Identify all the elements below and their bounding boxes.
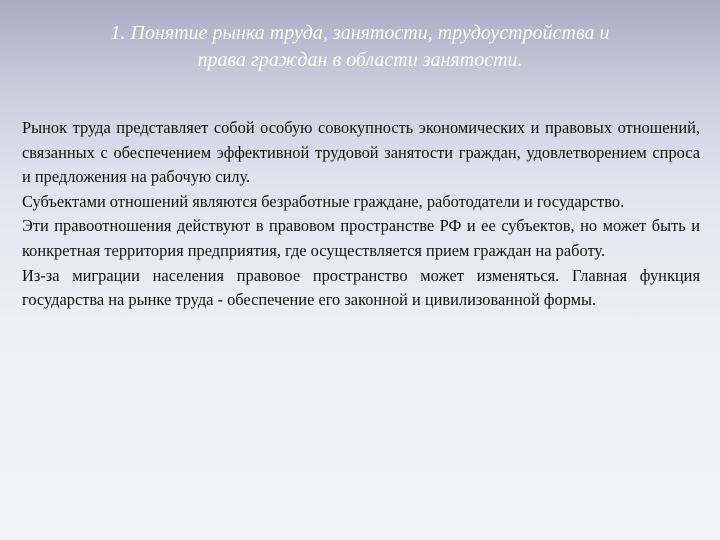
slide-body — [22, 116, 700, 313]
paragraph-legal-space: Эти правоотношения действуют в правовом пространстве РФ и ее субъектов, но может быть и конкретная территория предприятия, где осуществляется прием граждан на работу. — [22, 216, 700, 260]
slide-title-line-1: 1. Понятие рынка труда, занятости, трудоустройства и — [110, 22, 610, 44]
paragraph-subjects: Субъектами отношений являются безработные граждане, работодатели и государство. — [22, 191, 625, 211]
paragraph-labor-market-definition: Рынок труда представляет собой особую совокупность экономических и правовых отношений, связанных с обеспечением эффективной трудовой занятости граждан, удовлетворением спроса и предложения на рабочую силу. — [22, 118, 700, 187]
paragraph-migration: Из-за миграции населения правовое пространство может изменяться. Главная функция государства на рынке труда - обеспечение его законной и цивилизованной формы. — [22, 265, 700, 310]
slide-title-line-2: права граждан в области занятости. — [197, 49, 523, 71]
slide-title — [40, 20, 680, 74]
